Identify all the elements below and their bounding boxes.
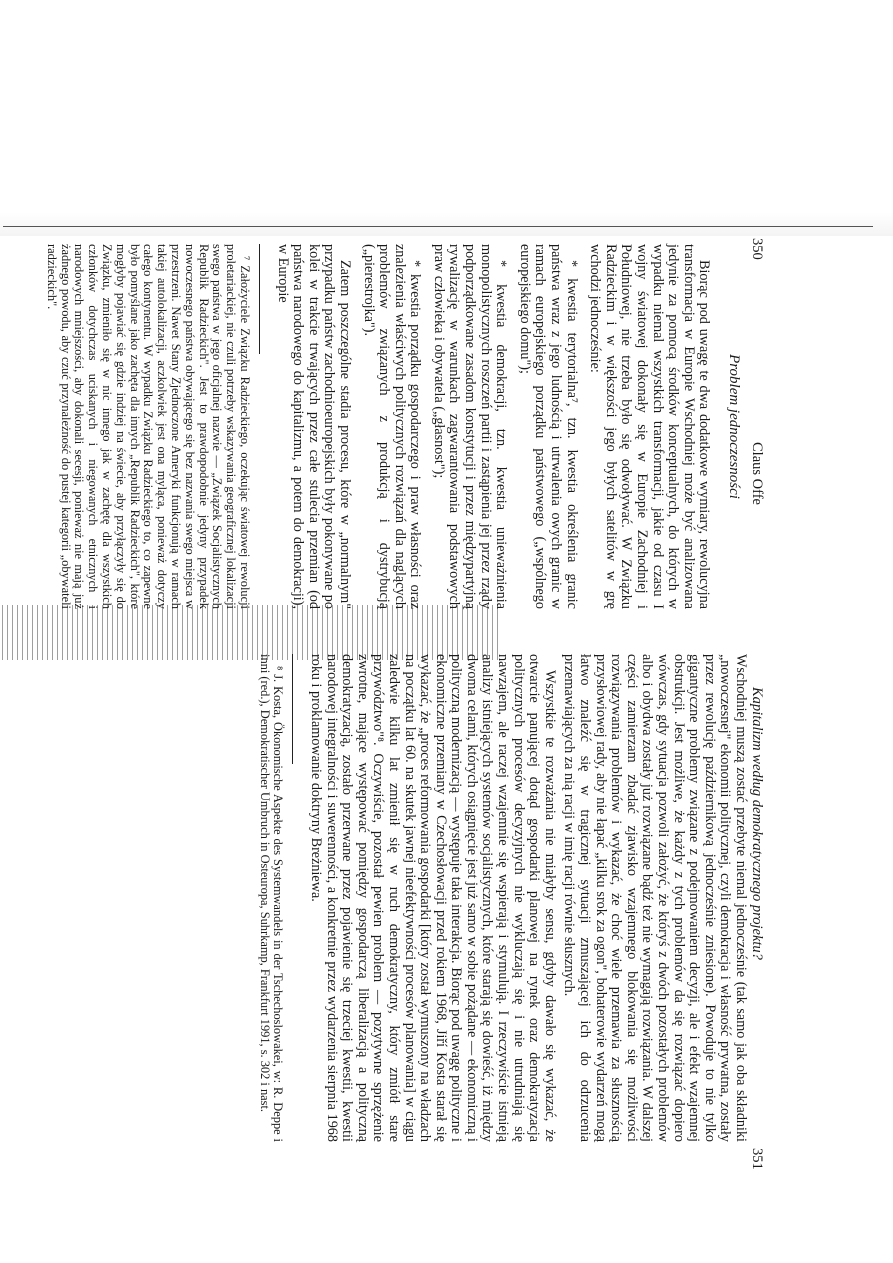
- paragraph: Wschodniej muszą zostać przebyte niemal jednocześnie (tak samo jak oba składniki „nowoczesnej" ekonomii politycznej, czyli demokracja i własność prywatna, zostały przez rewolucję październikową jednocześnie zniesione). Powoduje to nie tylko gigantyczne problemy związane z podejmowaniem decyzji, ale i efekt wzajemnej obstrukcji. Jest możliwe, że każdy z tych problemów da się rozwiązać dopiero wówczas, gdy sytuacja pozwoli założyć, że któryś z dwóch pozostałych problemów albo i obydwa zostały już rozwiązane bądź też nie wymagają rozwiązania. W dalszej części zamierzam zbadać zjawisko wzajemnego blokowania się możliwości rozwiązywania problemów i wykazać, że choć wiele przemawia za słusznością przysłowiowej rady, aby nie łapać „kilku srok za ogon", bohaterowie wydarzeń mogą łatwo znaleźć się w tragicznej sytuacji zmuszającej ich do odrzucenia przemawiających za nią racji w imię racji równie słusznych.: [561, 654, 749, 1142]
- paragraph: Biorąc pod uwagę te dwa dodatkowe wymiary, rewolucyjna transformacja w Europie Wschodniej może być analizowana jedynie za pomocą środków konceptualnych, do których w wypadku niemal wszystkich transformacji, jakie od czasu I wojny światowej dokonały się w Europie Zachodniej i Południowej, nie trzeba było się odwoływać. W Związku Radzieckim i w większości jego byłych satelitów w grę wchodzi jednocześnie:: [587, 244, 713, 609]
- author-running-head: Claus Offe: [749, 442, 765, 505]
- page-number-right: 351: [749, 1148, 765, 1170]
- footnote-rule: [292, 654, 293, 764]
- paragraph: Wszystkie te rozważania nie miałyby sensu, gdyby dawało się wykazać, że otwarcie panującej dotąd gospodarki planowej na rynek oraz demokratyzacja politycznych procesów decyzyjnych nie wykluczają się i nie utrudniają się nawzajem, ale raczej wzajemnie się wspierają i stymulują. I rzeczywiście istnieją analizy istniejących systemów socjalistycznych, które starają się dowieść, iż między dwoma celami, których osiągnięcie jest już samo w sobie pożądane — ekonomiczną i polityczną modernizacją — występuje taka interakcja. Biorąc pod uwagę polityczne i ekonomiczne przemiany w Czechosłowacji przed rokiem 1968, Jiří Kosta starał się wykazać, że „proces reformowania gospodarki [który został wymuszony na władzach na początku lat 60. na skutek jawnej nieefektywności procesów planowania] w ciągu zaledwie kilku lat zmienił się w ruch demokratyczny, który zmiótł stare przywództwo"⁸. Oczywiście, pozostał pewien problem — pozytywne sprzężenie zwrotne, mające występować pomiędzy gospodarczą liberalizacją a polityczną demokratyzacją, zostało przerwane przez pojawienie się trzeciej kwestii, kwestii narodowej integralności i suwerenności, a konkretnie przez wydarzenia sierpnia 1968 roku i proklamowanie doktryny Breżniewa.: [307, 654, 558, 1142]
- left-text-column: [44, 244, 741, 609]
- footnote: ⁸ J. Kosta, Ökonomische Aspekte des Systemwandels in der Tschechoslowakei, w: R. Deppe i inni (red.), Demokratischer Umbruch in Osteuropa, Suhrkamp, Frankfurt 1991, s. 302 i nast.: [257, 654, 286, 1142]
- footnote: ⁷ Założyciele Związku Radzieckiego, oczekując światowej rewolucji proletariackiej, nie czuli potrzeby wskazywania geograficznej lokalizacji swego państwa w jego oficjalnej nazwie — „Związek Socjalistycznych Republik Radzieckich". Jest to prawdopodobnie jedyny przypadek nowoczesnego państwa obywającego się bez nazwania swego miejsca w przestrzeni. Nawet Stany Zjednoczone Ameryki funkcjonują w ramach takiej autolokalizacji, aczkolwiek jest ona myląca, ponieważ dotyczy całego kontynentu. W wypadku Związku Radzieckiego to, co zapewne było pomyślane jako zachęta dla innych „Republik Radzieckich", które mogłyby pojawiać się gdzie indziej na świecie, aby przyłączyły się do Związku, zmieniło się w nic innego jak w zachętę dla wszystkich członków dotychczas uciskanych i niegowanych etnicznych i narodowych mniejszości, aby dokonali secesji, ponieważ nie mają już żadnego powodu, aby czuć przynależność do pustej kategorii „obywateli radzieckich".: [44, 244, 252, 609]
- bullet-item: * kwestia terytorialna⁷, tzn. kwestia określenia granic państwa wraz z jego ludnością i utrwalenia owych granic w ramach europejskiego porządku państwowego („wspólnego europejskiego domu");: [516, 244, 580, 609]
- bullet-item: * kwestia porządku gospodarczego i praw własności oraz znalezienia właściwych politycznych rozwiązań dla naglących problemów związanych z produkcją i dystrybucją („pierestrojka").: [360, 244, 424, 609]
- bullet-item: * kwestia demokracji, tzn. kwestia unieważnienia monopolistycznych roszczeń partii i zastąpienia jej przez rządy podporządkowane zasadom konstytucji i przez międzypartyjną rywalizację w warunkach zagwarantowania podstawowych praw człowieka i obywatela („głasnost");: [430, 244, 510, 609]
- page-number-left: 350: [749, 238, 765, 260]
- footnote-rule: [259, 244, 260, 354]
- right-page: [0, 632, 893, 1263]
- running-title: Kapitalizm według demokratycznego projektu?: [749, 687, 765, 960]
- right-text-column: [257, 654, 748, 1142]
- paragraph: Zatem poszczególne stadia procesu, które w „normalnym" przypadku państw zachodnioeuropejskich były pokonywane po kolei w trakcie trwających przez całe stulecia przemian (od państwa narodowego do kapitalizmu, a potem do demokracji), w Europie: [274, 244, 353, 609]
- section-title: Problem jednoczesności: [726, 354, 742, 499]
